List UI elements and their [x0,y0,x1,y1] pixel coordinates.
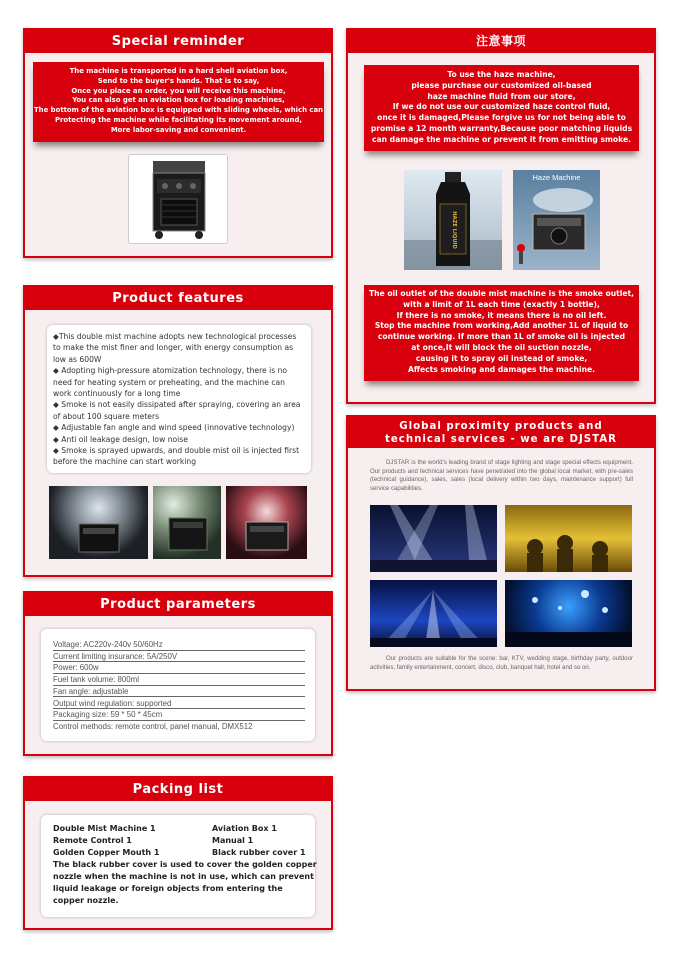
feature-photo-1 [49,486,148,559]
stage-photo-2 [505,505,632,572]
param-row: Power: 600w [53,662,305,674]
feature-photo-2 [153,486,221,559]
packing-item: Manual 1 [212,836,254,845]
stage-photo-3 [370,580,497,647]
packing-note: copper nozzle. [53,896,119,905]
packing-item: Golden Copper Mouth 1 [53,848,160,857]
param-row: Packaging size: 59 * 50 * 45cm [53,709,305,721]
param-row: Voltage: AC220v-240v 50/60Hz [53,639,305,651]
special-reminder-text: The machine is transported in a hard shell aviation box, Send to the buyer's hands. That is to say, Once you place an order, you will receive this machine, You can also get an aviation box for loading machines, The bottom of the aviation box is equipped with sliding wheels, which can Protecting the machine while facilitating its movement around, More labor-saving and convenient. [33,62,324,142]
param-row: Current limiting insurance: 5A/250V [53,651,305,663]
packing-item: Black rubber cover 1 [212,848,306,857]
param-row: Control methods: remote control, panel manual, DMX512 [53,721,253,731]
haze-machine-label: Haze Machine [532,173,581,182]
stage-photo-4 [505,580,632,647]
param-row: Fuel tank volume: 800ml [53,674,305,686]
feature-photo-3 [226,486,307,559]
stage-photo-1 [370,505,497,572]
feature-item: ◆ Adjustable fan angle and wind speed (innovative technology) [53,423,295,433]
feature-item: ◆ Smoke is sprayed upwards, and double mist oil is injected first before the machine can start working [53,446,300,467]
param-row: Fan angle: adjustable [53,686,305,698]
feature-item: ◆ Adopting high-pressure atomization technology, there is no need for heating system or preheating, and the machine can work continuously for a long time [53,366,288,399]
features-list [47,325,311,473]
parameters-table [41,629,315,741]
product-parameters-title: Product parameters [25,593,331,616]
product-features-title: Product features [25,287,331,310]
djstar-title: Global proximity products and technical services - we are DJSTAR [348,417,654,448]
notice-title: 注意事项 [348,30,654,53]
feature-item: ◆ Smoke is not easily dissipated after spraying, covering an area of about 100 square meters [53,400,301,421]
feature-item: ◆ Anti oil leakage design, low noise [53,434,188,444]
bottle-label: HAZE LIQUID [451,211,457,249]
feature-item: ◆This double mist machine adopts new technological processes to make the mist finer and longer, with energy consumption as low as 600W [53,332,297,364]
notice-oil-outlet-text: The oil outlet of the double mist machine is the smoke outlet, with a limit of 1L each time (exactly 1 bottle), If there is no smoke, it means there is no oil left. Stop the machine from working,Add another 1L of liquid to continue working. If more than 1L of smoke oil is injected at once,It will block the oil suction nozzle, causing it to spray oil instead of smoke, Affects smoking and damages the machine. [364,285,639,381]
packing-item: Double Mist Machine 1 [53,824,156,833]
param-row: Output wind regulation: supported [53,698,305,710]
special-reminder-title: Special reminder [25,30,331,53]
djstar-intro: DJSTAR is the world's leading brand of stage lighting and stage special effects equipment. Our products and technical services have penetrated into the global local market, with pre-sales (technical guidance), sales, sales (local delivery within two days, maintenance support) full service capabilities. [370,459,633,492]
haze-machine-image [513,170,600,270]
djstar-outro: Our products are suitable for the scene: bar, KTV, wedding stage, birthday party, outdoor activities, family entertainment, concert, disco, club, banquet hall, hotel and so on. [370,655,633,671]
packing-note: The black rubber cover is used to cover the golden copper [53,860,317,869]
haze-liquid-bottle-image [404,170,502,270]
packing-item: Remote Control 1 [53,836,132,845]
packing-note: liquid leakage or foreign objects from entering the [53,884,283,893]
packing-list-title: Packing list [25,778,331,801]
notice-warranty-text: To use the haze machine, please purchase our customized oil-based haze machine fluid from our store, If we do not use our customized haze control fluid, once it is damaged,Please forgive us for not being able to promise a 12 month warranty,Because poor matching liquids can damage the machine or prevent it from emitting smoke. [364,65,639,151]
machine-in-case-image [128,154,228,244]
packing-note: nozzle when the machine is not in use, which can prevent [53,872,314,881]
packing-item: Aviation Box 1 [212,824,277,833]
